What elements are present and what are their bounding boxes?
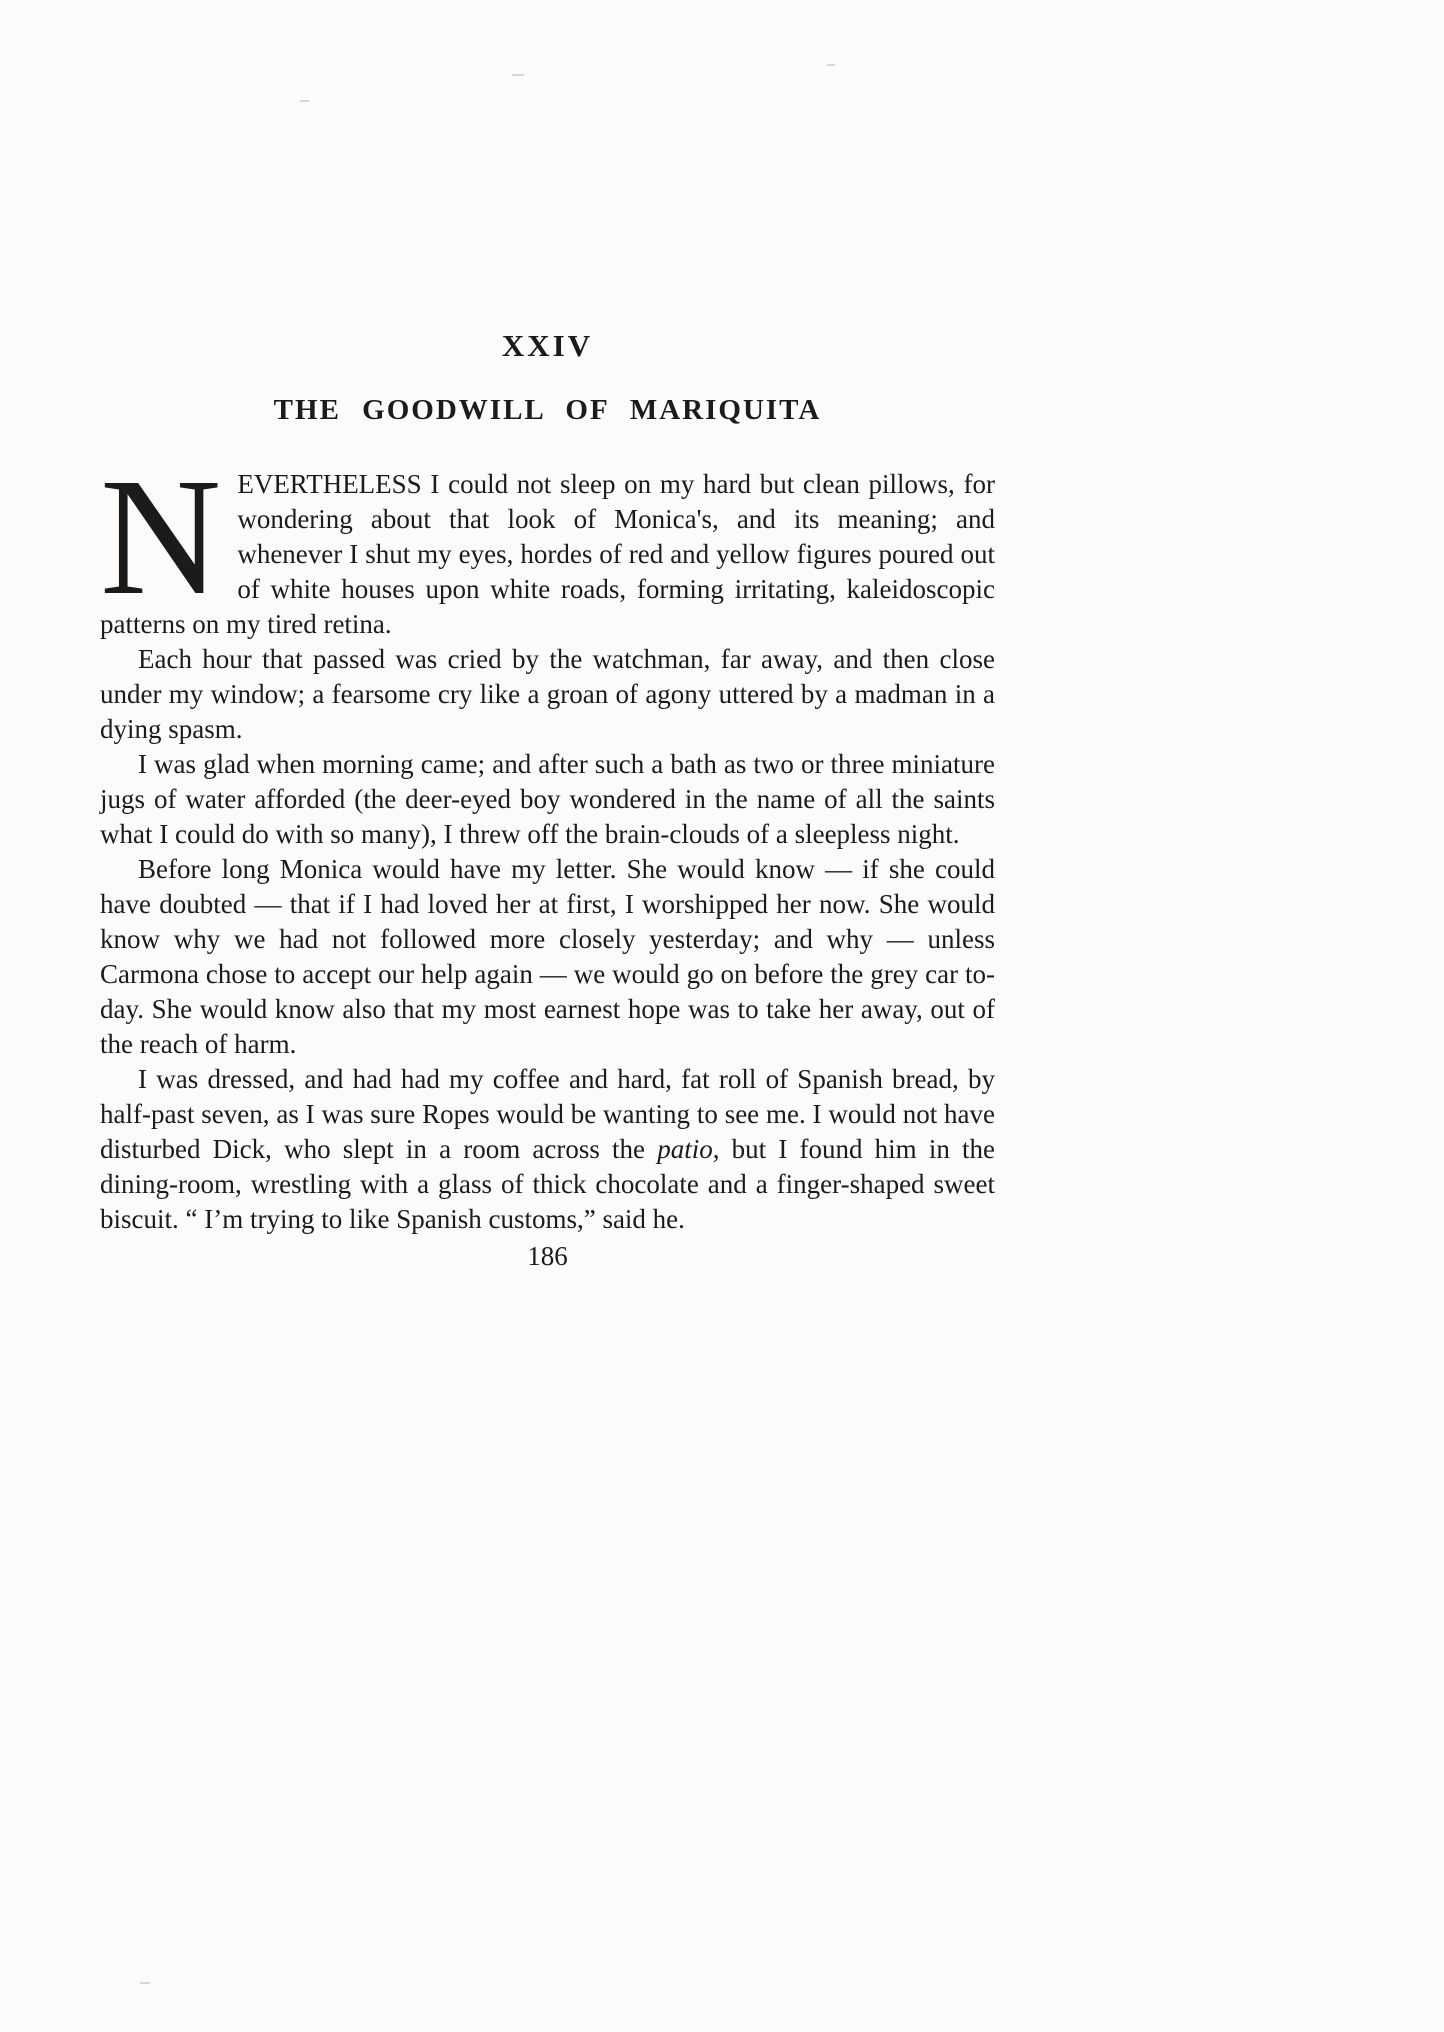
paragraph xyxy=(100,1062,995,1237)
italic-word: patio xyxy=(657,1134,713,1164)
paragraph: Each hour that passed was cried by the watchman, far away, and then close under my window; a fearsome cry like a groan of agony uttered by a madman in a dying spasm. xyxy=(100,644,995,744)
body-text xyxy=(100,444,995,1237)
drop-cap: N xyxy=(100,444,222,630)
paragraph-text: EVERTHELESS I could not sleep on my hard but clean pillows, for wondering about that look of Monica's, and its meaning; and whenever I shut my eyes, hordes of red and yellow figures poured out of white houses upon white roads, forming irritating, kaleidoscopic patterns on my tired retina. xyxy=(100,469,995,639)
paragraph-opening xyxy=(100,444,995,642)
paragraph-text: I was dressed, and had had my coffee and hard, fat roll of Spanish bread, by half-past seven, as I was sure Ropes would be wanting to see me. I would not have disturbed Dick, who slept in a room across the xyxy=(100,1064,995,1164)
paragraph: Before long Monica would have my letter. She would know — if she could have doubted — that if I had loved her at first, I worshipped her now. She would know why we had not followed more closely yesterday; and why — unless Carmona chose to accept our help again — we would go on before the grey car to-day. She would know also that my most earnest hope was to take her away, out of the reach of harm. xyxy=(100,854,995,1059)
text-column xyxy=(100,0,995,1272)
page-number: 186 xyxy=(527,1241,568,1271)
chapter-number: XXIV xyxy=(501,328,594,363)
scan-artifact xyxy=(140,1982,150,1984)
paragraph-text: , but I found him in the dining-room, wrestling with a glass of thick chocolate and a finger-shaped sweet biscuit. “ I’m trying to like Spanish customs,” said he. xyxy=(100,1134,995,1234)
paragraph: I was glad when morning came; and after such a bath as two or three miniature jugs of water afforded (the deer-eyed boy wondered in the name of all the saints what I could do with so many), I threw off the brain-clouds of a sleepless night. xyxy=(100,749,995,849)
chapter-title: THE GOODWILL OF MARIQUITA xyxy=(273,394,822,426)
